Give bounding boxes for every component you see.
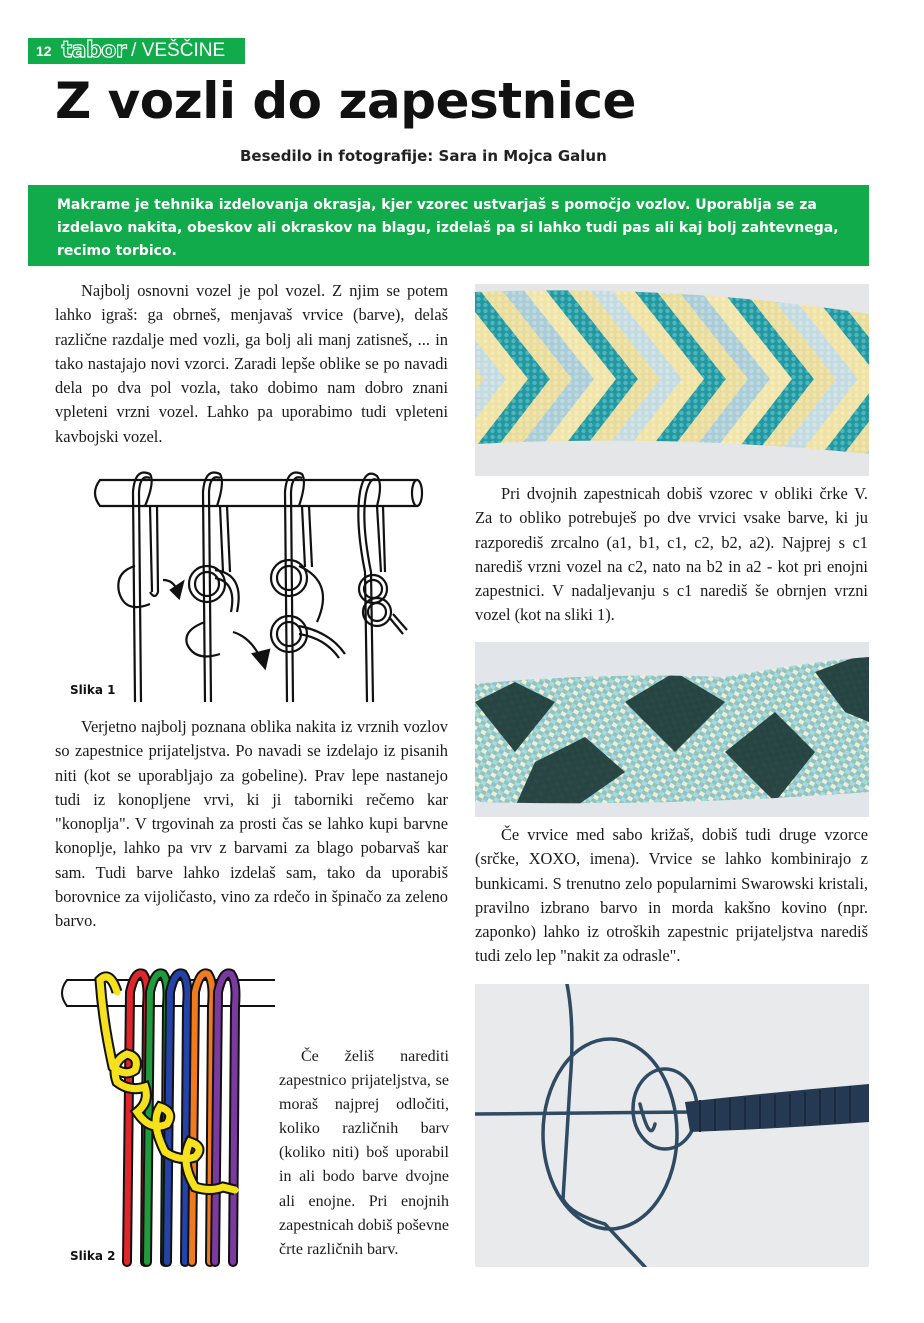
paragraph-double-bracelets: Pri dvojnih zapestnicah dobiš vzorec v obliki črke V. Za to obliko potrebuješ po dve vrvici vsake barve, ki ju razporediš zrcalno (a1, b1, c1, c2, b2, a2). Najprej s c1 narediš vrzni vozel na c2, nato na b2 in a2 - kot pri enojni zapestnici. V nadaljevanju s c1 narediš še obrnjen vrzni vozel (kot na sliki 1). (475, 484, 868, 625)
thread (215, 973, 236, 1262)
page-number: 12 (36, 43, 52, 59)
rod (95, 480, 421, 506)
byline: Besedilo in fotografije: Sara in Mojca Galun (240, 147, 607, 165)
section-label: / VEŠČINE (131, 40, 226, 61)
paragraph-friendship-bracelets: Verjetno najbolj poznana oblika nakita iz vrznih vozlov so zapestnice prijateljstva. Po navadi se izdelajo iz pisanih niti (kot se uporabljajo za gobeline). Prav lepe nastanejo tudi iz konopljene vrvi, ki ji taborniki rečemo kar "konoplja". V trgovinah za prosti čas se lahko kupi barvne konoplje, lahko pa vrv z barvami za blago pobarvaš kar sam. Tudi barve lahko izdelaš sam, tako da uporabiš borovnice za vijoličasto, vino za rdečo in špinačo za zeleno barvo. (55, 717, 448, 931)
page-title: Z vozli do zapestnice (55, 72, 636, 130)
paragraph-other-patterns: Če vrvice med sabo križaš, dobiš tudi druge vzorce (srčke, XOXO, imena). Vrvice se lahko kombinirajo z bunkicami. S trenutno zelo popularnimi Swarowski kristali, pravilno izbrano barvo in morda kakšno kovino (npr. zaponko) lahko iz otroških zapestnic prijateljstva narediš tudi zelo lep "nakit za odrasle". (475, 825, 868, 966)
header-bar (28, 38, 245, 64)
lead-box: Makrame je tehnika izdelovanja okrasja, kjer vzorec ustvarjaš s pomočjo vozlov. Uporablja se za izdelavo nakita, obeskov ali okraskov na blagu, izdelaš pa si lahko tudi pas ali kaj bolj zahtevnega, recimo torbico. (28, 185, 869, 266)
photo-diamond-bracelet (475, 642, 869, 817)
tabor-logo: tabor (61, 38, 127, 63)
thread (192, 973, 213, 1262)
figure-1-caption: Slika 1 (70, 683, 116, 697)
figure-2-colored-threads (55, 962, 275, 1272)
paragraph-choose-colors: Če želiš narediti zapestnico prijateljstva, se moraš najprej odločiti, koliko različnih barv (koliko niti) boš uporabil in ali bodo barve dvojne ali enojne. Pri enojnih zapestnicah dobiš poševne črte različnih barv. (279, 1048, 449, 1258)
paragraph-basic-knot: Najbolj osnovni vozel je pol vozel. Z njim se potem lahko igraš: ga obrneš, menjavaš vrvice (barve), delaš različne razdalje med vozli, ga bolj ali manj zatisneš, ... in tako nastajajo novi vzorci. Zaradi lepše oblike se po navadi dela po dva pol vozla, tako dobimo nam dobro znani vpleteni vrzni vozel. Lahko pa uporabimo tudi vpleteni kavbojski vozel. (55, 281, 448, 446)
photo-chevron-bracelet (475, 284, 869, 476)
figure-1-knot-diagram (55, 462, 455, 702)
photo-knot-in-progress (475, 984, 869, 1267)
figure-2-caption: Slika 2 (70, 1249, 116, 1263)
